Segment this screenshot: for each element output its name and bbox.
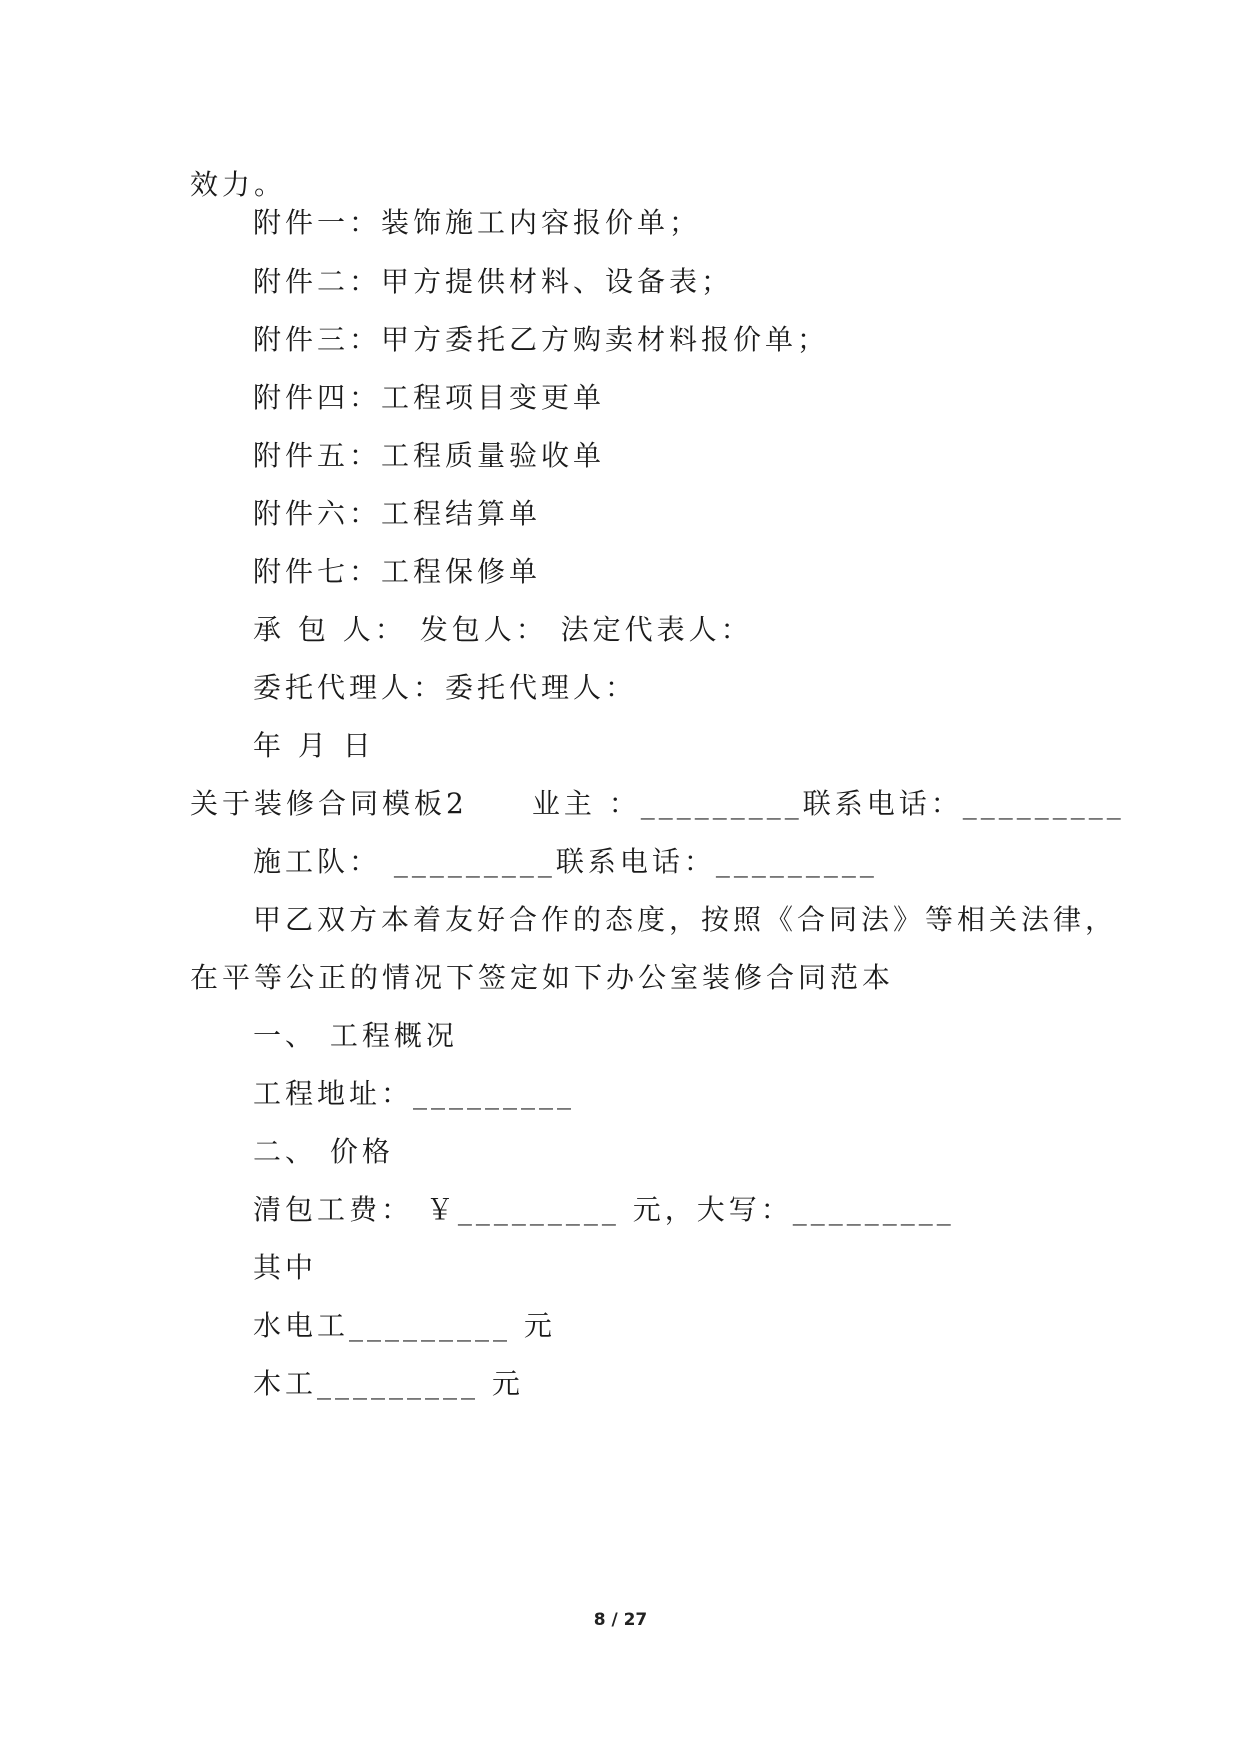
text-line: 其中 xyxy=(253,1251,318,1284)
attachment-6: 附件六：工程结算单 xyxy=(253,497,542,530)
project-address-line: 工程地址：_________ xyxy=(253,1077,576,1110)
electrician-fee-line: 水电工_________ 元 xyxy=(253,1309,556,1342)
attachment-4: 附件四：工程项目变更单 xyxy=(253,381,606,414)
heading-price: 二、 价格 xyxy=(253,1135,394,1168)
construction-team-line: 施工队： _________联系电话：_________ xyxy=(253,845,878,878)
date-line: 年 月 日 xyxy=(253,729,375,762)
attachment-3: 附件三：甲方委托乙方购卖材料报价单； xyxy=(253,323,830,356)
section-title-owner-line: 关于装修合同模板2 业主 ：_________联系电话：_________ xyxy=(190,787,1125,820)
signatories-line: 承 包 人： 发包人： 法定代表人： xyxy=(253,613,753,646)
page-number: 8 / 27 xyxy=(593,1610,648,1630)
attachment-1: 附件一：装饰施工内容报价单； xyxy=(253,206,702,239)
attachment-7: 附件七：工程保修单 xyxy=(253,555,542,588)
agents-line: 委托代理人：委托代理人： xyxy=(253,671,638,704)
labor-fee-line: 清包工费： ￥_________ 元，大写：_________ xyxy=(253,1193,955,1226)
heading-project-overview: 一、 工程概况 xyxy=(253,1019,458,1052)
text-line: 效力。 xyxy=(190,168,287,201)
attachment-2: 附件二：甲方提供材料、设备表； xyxy=(253,265,734,298)
paragraph-line: 在平等公正的情况下签定如下办公室装修合同范本 xyxy=(190,961,895,994)
carpenter-fee-line: 木工_________ 元 xyxy=(253,1367,524,1400)
paragraph-line: 甲乙双方本着友好合作的态度，按照《合同法》等相关法律， xyxy=(253,903,1118,936)
attachment-5: 附件五：工程质量验收单 xyxy=(253,439,606,472)
